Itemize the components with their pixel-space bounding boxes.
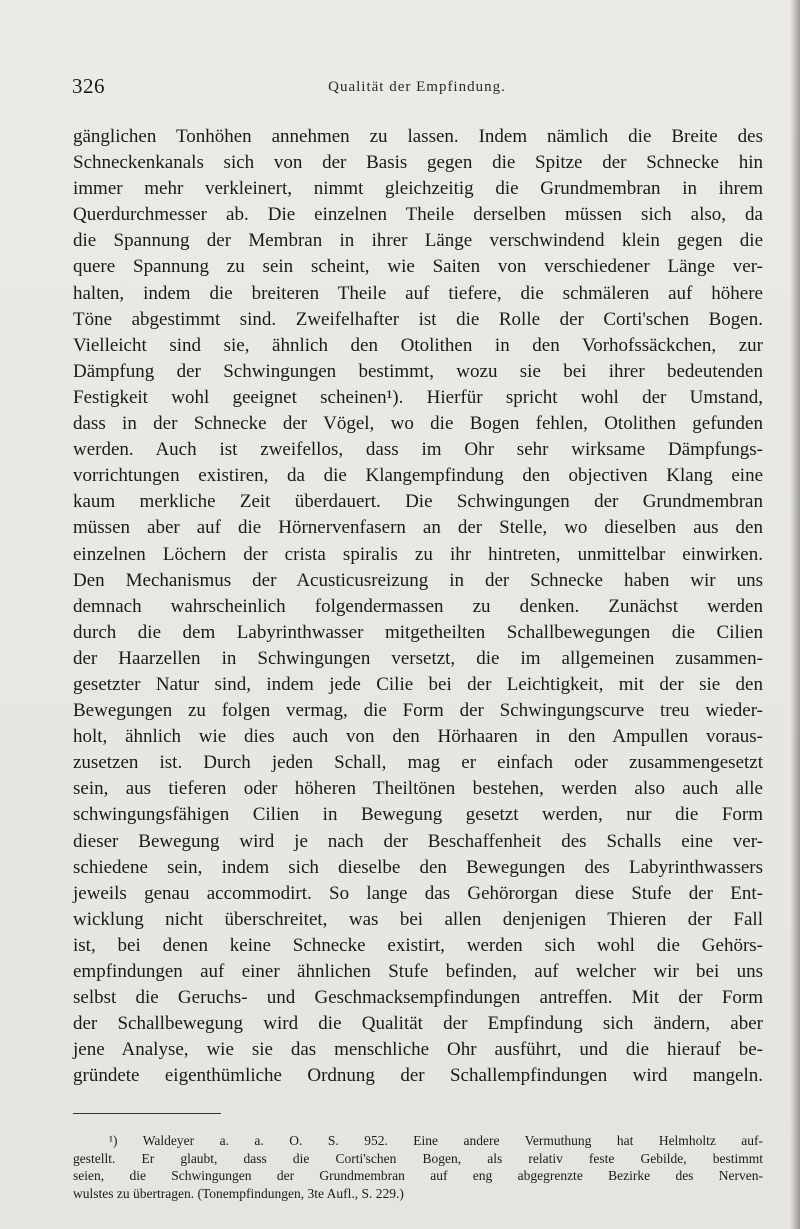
text-line: durch die dem Labyrinthwasser mitgetheilten Schallbewegungen die Cilien <box>73 621 763 643</box>
text-line: empfindungen auf einer ähnlichen Stufe befinden, auf welcher wir bei uns <box>73 961 763 982</box>
text-line: demnach wahrscheinlich folgendermassen zu denken. Zunächst werden <box>73 595 763 617</box>
text-line: vorrichtungen existiren, da die Klangempfindung den objectiven Klang eine <box>73 465 763 487</box>
page-header <box>72 74 762 108</box>
text-line: halten, indem die breiteren Theile auf tiefere, die schmäleren auf höhere <box>73 282 763 304</box>
text-line: Töne abgestimmt sind. Zweifelhafter ist die Rolle der Corti'schen Bogen. <box>73 308 763 330</box>
text-line: die Spannung der Membran in ihrer Länge verschwindend klein gegen die <box>73 230 763 252</box>
text-line: gänglichen Tonhöhen annehmen zu lassen. Indem nämlich die Breite des <box>73 126 763 147</box>
text-line: Vielleicht sind sie, ähnlich den Otolithen in den Vorhofssäckchen, zur <box>73 334 763 356</box>
text-line: der Haarzellen in Schwingungen versetzt, die im allgemeinen zusammen- <box>73 647 763 669</box>
text-line: ist, bei denen keine Schnecke existirt, werden sich wohl die Gehörs- <box>73 934 763 956</box>
footnote-line: wulstes zu übertragen. (Tonempfindungen, 3te Aufl., S. 229.) <box>73 1185 404 1201</box>
text-line: Querdurchmesser ab. Die einzelnen Theile derselben müssen sich also, da <box>73 204 763 226</box>
running-title: Qualität der Empfindung. <box>328 79 506 95</box>
text-line: schwingungsfähigen Cilien in Bewegung gesetzt werden, nur die Form <box>73 804 763 826</box>
text-line: jene Analyse, wie sie das menschliche Ohr ausführt, und die hierauf be- <box>73 1039 763 1061</box>
text-line: zusetzen ist. Durch jeden Schall, mag er einfach oder zusammengesetzt <box>73 752 763 774</box>
text-line: schiedene sein, indem sich dieselbe den Bewegungen des Labyrinthwassers <box>73 856 763 878</box>
text-line: sein, aus tieferen oder höheren Theiltönen bestehen, werden also auch alle <box>73 778 763 800</box>
page-edge-shadow <box>790 0 800 1229</box>
text-line: kaum merkliche Zeit überdauert. Die Schwingungen der Grundmembran <box>73 491 763 513</box>
text-line: Dämpfung der Schwingungen bestimmt, wozu sie bei ihrer bedeutenden <box>73 360 763 382</box>
body-text <box>73 124 763 1089</box>
page-number: 326 <box>72 74 105 98</box>
text-line: quere Spannung zu sein scheint, wie Saiten von verschiedener Länge ver- <box>73 256 763 278</box>
footnote-divider <box>73 1113 221 1114</box>
footnote-line: gestellt. Er glaubt, dass die Corti'schen Bogen, als relativ feste Gebilde, bestimmt <box>73 1150 763 1166</box>
text-line: Festigkeit wohl geeignet scheinen¹). Hierfür spricht wohl der Umstand, <box>73 386 763 408</box>
text-line: wicklung nicht überschreitet, was bei allen denjenigen Thieren der Fall <box>73 908 763 930</box>
text-line: jeweils genau accommodirt. So lange das Gehörorgan diese Stufe der Ent- <box>73 882 763 904</box>
text-line: dass in der Schnecke der Vögel, wo die Bogen fehlen, Otolithen gefunden <box>73 413 763 435</box>
footnote-line: seien, die Schwingungen der Grundmembran auf eng abgegrenzte Bezirke des Nerven- <box>73 1168 763 1183</box>
text-line: Den Mechanismus der Acusticusreizung in der Schnecke haben wir uns <box>73 569 763 591</box>
text-line: Bewegungen zu folgen vermag, die Form der Schwingungscurve treu wieder- <box>73 700 763 722</box>
text-line: holt, ähnlich wie dies auch von den Hörhaaren in den Ampullen voraus- <box>73 726 763 748</box>
text-line: immer mehr verkleinert, nimmt gleichzeitig die Grundmembran in ihrem <box>73 178 763 200</box>
text-line: einzelnen Löchern der crista spiralis zu ihr hintreten, unmittelbar einwirken. <box>73 543 763 565</box>
text-line: der Schallbewegung wird die Qualität der Empfindung sich ändern, aber <box>73 1013 763 1035</box>
text-line: müssen aber auf die Hörnervenfasern an der Stelle, wo dieselben aus den <box>73 517 763 539</box>
text-line: gründete eigenthümliche Ordnung der Schallempfindungen wird mangeln. <box>73 1065 763 1087</box>
text-line: gesetzter Natur sind, indem jede Cilie bei der Leichtigkeit, mit der sie den <box>73 673 763 695</box>
text-line: werden. Auch ist zweifellos, dass im Ohr sehr wirksame Dämpfungs- <box>73 439 763 461</box>
footnote <box>73 1132 763 1202</box>
text-line: selbst die Geruchs- und Geschmacksempfindungen antreffen. Mit der Form <box>73 987 763 1009</box>
text-line: dieser Bewegung wird je nach der Beschaffenheit des Schalls eine ver- <box>73 830 763 852</box>
footnote-line: ¹) Waldeyer a. a. O. S. 952. Eine andere Vermuthung hat Helmholtz auf- <box>109 1133 763 1148</box>
text-line: Schneckenkanals sich von der Basis gegen die Spitze der Schnecke hin <box>73 152 763 174</box>
